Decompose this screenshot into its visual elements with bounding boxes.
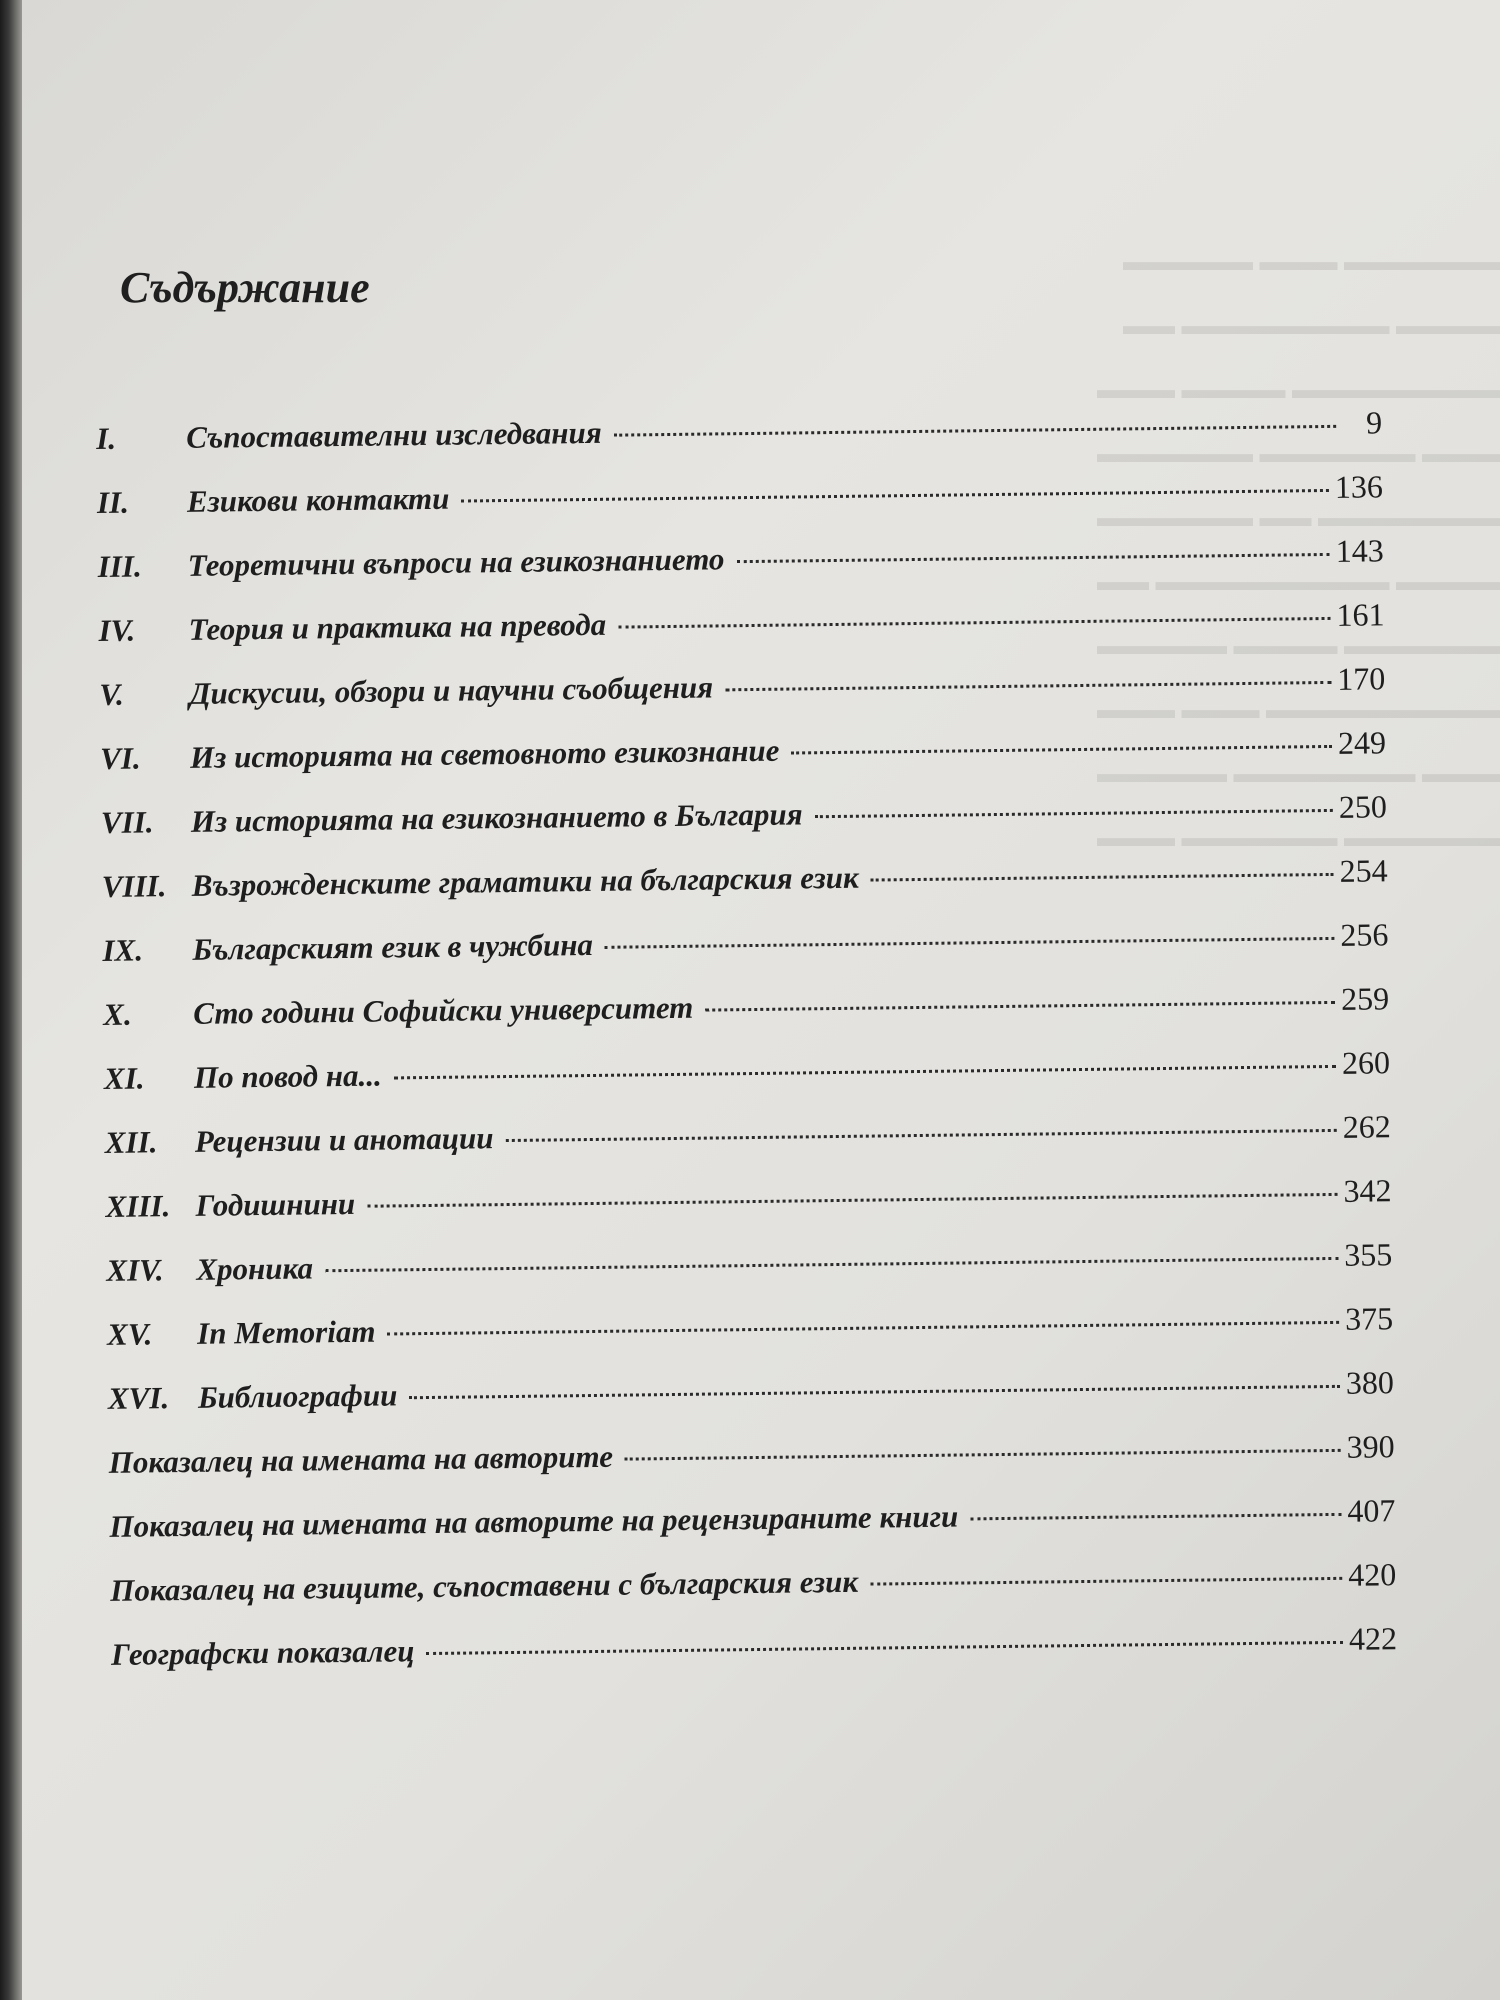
toc-entry-page-number: 422 — [1348, 1620, 1398, 1657]
toc-entry-number: VI. — [99, 740, 141, 776]
toc-entry-page-number: 136 — [1334, 468, 1384, 505]
toc-entry-title: Из историята на световното езикознание — [189, 732, 780, 775]
toc-entry-title: Теория и практика на превода — [188, 606, 607, 647]
toc-entry-title: In Memoriam — [196, 1313, 376, 1351]
toc-entry-title: Езикови контакти — [186, 480, 450, 519]
toc-entry-number: XIII. — [105, 1188, 171, 1224]
toc-leader-dots — [461, 489, 1329, 503]
toc-leader-dots — [618, 617, 1330, 629]
toc-entry-page-number: 342 — [1343, 1172, 1392, 1209]
toc-entry-title: Показалец на имената на авторите — [108, 1438, 614, 1480]
toc-entry-number: IX. — [102, 932, 144, 968]
table-of-contents — [96, 404, 1398, 1700]
toc-leader-dots — [427, 1641, 1344, 1655]
toc-entry-number: V. — [99, 676, 125, 712]
toc-entry-title: Показалец на езиците, съпоставени с българския език — [110, 1563, 859, 1608]
toc-entry-number: XI. — [103, 1060, 145, 1096]
toc-entry-page-number: 262 — [1342, 1108, 1391, 1145]
toc-entry-title: Географски показалец — [110, 1633, 415, 1672]
toc-heading: Съдържание — [120, 263, 370, 312]
toc-entry-title: По повод на... — [193, 1057, 382, 1095]
toc-entry-page-number: 407 — [1347, 1492, 1396, 1529]
toc-entry-page-number: 254 — [1339, 852, 1388, 889]
toc-entry-title: Дискусии, обзори и научни съобщения — [189, 669, 714, 711]
toc-leader-dots — [605, 937, 1335, 949]
toc-entry-title: Показалец на имената на авторите на рецензираните книги — [109, 1498, 959, 1544]
toc-entry-title: Теоретични въпроси на езикознанието — [187, 541, 725, 583]
toc-leader-dots — [325, 1257, 1338, 1272]
toc-entry-page-number: 170 — [1337, 660, 1386, 697]
toc-leader-dots — [614, 425, 1336, 437]
toc-entry-title: Съпоставителни изследвания — [186, 414, 602, 455]
toc-entry-number: I. — [96, 420, 117, 456]
book-spine-edge — [0, 0, 22, 2000]
toc-entry-number: XIV. — [106, 1252, 164, 1288]
toc-entry-page-number: 250 — [1338, 788, 1388, 825]
toc-leader-dots — [367, 1193, 1337, 1208]
toc-entry-title: Из историята на езикознанието в България — [190, 796, 803, 839]
toc-entry-number: XVI. — [107, 1380, 170, 1416]
toc-entry-number: X. — [103, 996, 132, 1032]
toc-entry-page-number: 355 — [1344, 1236, 1393, 1273]
toc-entry-number: II. — [96, 484, 130, 520]
toc-entry-page-number: 161 — [1336, 596, 1385, 633]
toc-entry-title: Българският език в чужбина — [192, 926, 594, 967]
toc-leader-dots — [725, 681, 1331, 691]
toc-leader-dots — [970, 1513, 1341, 1521]
toc-entry-page-number: 249 — [1337, 724, 1387, 761]
toc-entry-title: Възрожденските граматики на българския език — [191, 859, 859, 903]
toc-entry-page-number: 256 — [1340, 916, 1389, 953]
toc-entry-page-number: 420 — [1347, 1556, 1397, 1593]
toc-leader-dots — [409, 1385, 1340, 1399]
toc-entry-title: Сто години Софийски университет — [193, 989, 694, 1031]
toc-entry-page-number: 260 — [1341, 1044, 1391, 1081]
show-through-text: ▬▬▬▬▬▬ ▬▬▬ ▬▬▬▬▬ ▬▬▬▬ ▬▬▬▬▬▬▬▬ ▬▬ ▬▬▬▬▬▬▬▬ ▬▬▬▬ ▬▬▬ ▬▬▬ ▬▬▬▬▬▬ ▬▬▬▬▬▬ ▬▬▬▬▬▬▬ ▬▬ ▬▬▬▬▬▬ ▬▬▬▬ ▬▬▬▬▬▬▬▬▬ ▬▬ ▬▬▬▬▬▬ ▬▬▬▬ ▬▬▬▬▬ ▬▬▬▬▬▬▬▬▬ ▬▬▬ ▬▬▬ ▬▬▬ ▬▬▬▬▬▬▬ ▬▬▬▬▬ ▬▬▬▬▬▬ ▬▬▬▬▬▬ ▬▬▬ — [1097, 247, 1500, 852]
toc-entry-title: Хроника — [196, 1250, 314, 1287]
toc-entry-page-number: 143 — [1335, 532, 1384, 569]
toc-entry-number: III. — [97, 548, 142, 584]
toc-leader-dots — [791, 745, 1332, 755]
toc-leader-dots — [871, 873, 1334, 882]
toc-leader-dots — [705, 1001, 1335, 1012]
toc-entry-page-number: 380 — [1345, 1364, 1395, 1401]
toc-leader-dots — [815, 809, 1333, 818]
toc-entry-number: IV. — [98, 612, 136, 648]
toc-entry-number: VIII. — [101, 868, 167, 904]
toc-entry-page-number: 259 — [1340, 980, 1390, 1017]
toc-leader-dots — [870, 1577, 1342, 1586]
toc-leader-dots — [625, 1449, 1341, 1461]
toc-leader-dots — [505, 1129, 1336, 1142]
toc-entry-title: Библиографии — [197, 1377, 398, 1415]
toc-entry-number: XII. — [104, 1124, 158, 1160]
toc-entry-number: XV. — [106, 1316, 153, 1352]
toc-leader-dots — [736, 553, 1329, 563]
toc-entry-number: VII. — [100, 804, 154, 840]
toc-entry-title: Рецензии и анотации — [194, 1120, 494, 1159]
toc-entry-title: Годишнини — [195, 1185, 356, 1223]
toc-entry-page-number: 375 — [1344, 1300, 1394, 1337]
toc-leader-dots — [387, 1321, 1339, 1336]
toc-entry-page-number: 9 — [1365, 404, 1383, 441]
toc-leader-dots — [394, 1065, 1336, 1080]
toc-entry-page-number: 390 — [1346, 1428, 1395, 1465]
